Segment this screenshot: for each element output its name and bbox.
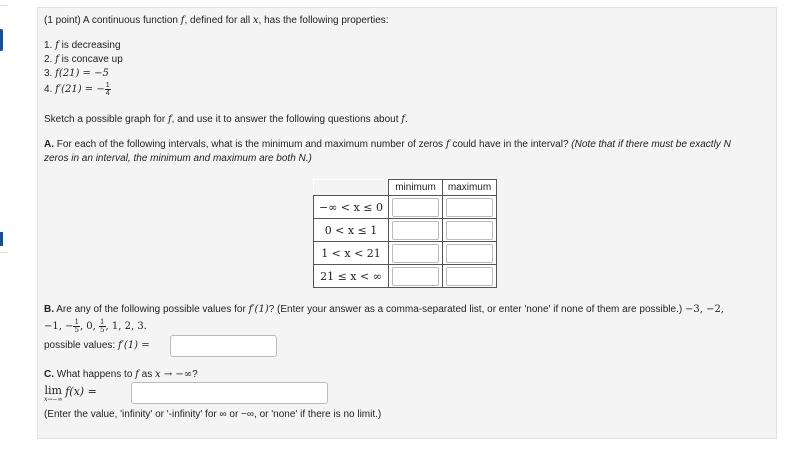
question-text: could have in the interval? bbox=[452, 139, 569, 150]
question-text: What happens to bbox=[56, 369, 133, 380]
minimum-input[interactable] bbox=[392, 198, 439, 217]
zeros-table bbox=[313, 179, 497, 288]
property-text: is concave up bbox=[61, 54, 123, 65]
column-header-maximum: maximum bbox=[443, 180, 497, 196]
interval-label: 21 ≤ x < ∞ bbox=[314, 265, 389, 288]
minimum-input[interactable] bbox=[392, 244, 439, 263]
column-header-minimum: minimum bbox=[389, 180, 443, 196]
divider bbox=[0, 5, 8, 6]
table-row bbox=[314, 265, 497, 288]
question-text: Are any of the following possible values for bbox=[56, 304, 246, 315]
table-row bbox=[314, 219, 497, 242]
table-row bbox=[314, 242, 497, 265]
question-text: ? bbox=[192, 369, 198, 380]
nav-indicator[interactable] bbox=[0, 232, 3, 246]
interval-label: 0 < x ≤ 1 bbox=[314, 219, 389, 242]
fraction-denominator: 4 bbox=[105, 90, 110, 97]
math-values: , 0, bbox=[79, 321, 96, 332]
maximum-input[interactable] bbox=[446, 198, 493, 217]
maximum-input[interactable] bbox=[446, 267, 493, 286]
question-note: zeros in an interval, the minimum and maximum are both N.) bbox=[44, 153, 312, 164]
part-b-answer-row bbox=[44, 340, 150, 351]
instruction-text: , and use it to answer the following questions about bbox=[171, 114, 399, 125]
part-b-values bbox=[44, 319, 147, 334]
math-values: , 1, 2, 3. bbox=[105, 321, 147, 332]
math-f: f bbox=[55, 54, 59, 65]
part-c-question bbox=[44, 369, 198, 380]
fraction-numerator: 1 bbox=[74, 318, 79, 326]
property-4 bbox=[44, 82, 111, 97]
nav-indicator[interactable] bbox=[0, 29, 3, 51]
fraction-denominator: 5 bbox=[74, 326, 79, 334]
math-x: x bbox=[252, 15, 259, 26]
sketch-instruction bbox=[44, 114, 408, 125]
lim-subscript: x→−∞ bbox=[44, 396, 63, 403]
fraction-denominator: 5 bbox=[100, 326, 105, 334]
limit-input[interactable] bbox=[131, 382, 328, 404]
limit-hint: (Enter the value, 'infinity' or '-infinity' for ∞ or −∞, or 'none' if there is no limit.) bbox=[44, 409, 382, 420]
problem-intro bbox=[44, 15, 389, 26]
list-number: 1. bbox=[44, 40, 53, 51]
interval-label: −∞ < x ≤ 0 bbox=[314, 196, 389, 219]
interval-label: 1 < x < 21 bbox=[314, 242, 389, 265]
intro-text: , has the following properties: bbox=[258, 15, 389, 26]
part-label: A. bbox=[44, 139, 54, 150]
property-2 bbox=[44, 54, 123, 65]
table-row bbox=[314, 196, 497, 219]
property-3 bbox=[44, 68, 109, 79]
math-expression: x → −∞ bbox=[155, 369, 193, 380]
math-f: f bbox=[180, 15, 185, 26]
part-a-question bbox=[44, 139, 731, 150]
math-f: f bbox=[167, 114, 172, 125]
math-expression: f′(1) = bbox=[117, 340, 150, 351]
instruction-text: Sketch a possible graph for bbox=[44, 114, 166, 125]
table-header-row bbox=[314, 180, 497, 196]
math-values: −1, − bbox=[44, 321, 74, 332]
left-nav-strip bbox=[0, 0, 10, 451]
maximum-input[interactable] bbox=[446, 221, 493, 240]
math-expression: f(21) = −5 bbox=[55, 68, 109, 79]
part-label: B. bbox=[44, 304, 54, 315]
maximum-input[interactable] bbox=[446, 244, 493, 263]
instruction-text: . bbox=[404, 114, 408, 125]
math-f: f bbox=[445, 139, 450, 150]
property-1 bbox=[44, 40, 121, 51]
math-expression: f(x) = bbox=[65, 385, 97, 398]
question-text: as bbox=[141, 369, 153, 380]
math-f: f bbox=[401, 114, 405, 125]
question-note: (Note that if there must be exactly N bbox=[571, 139, 731, 150]
limit-operator bbox=[44, 385, 62, 403]
math-f: f bbox=[135, 369, 139, 380]
intro-text: A continuous function bbox=[82, 15, 178, 26]
answer-label: possible values: bbox=[44, 340, 116, 351]
list-number: 2. bbox=[44, 54, 53, 65]
divider bbox=[0, 252, 8, 253]
fraction-numerator: 1 bbox=[100, 318, 105, 326]
intro-text: , defined for all bbox=[184, 15, 251, 26]
minimum-input[interactable] bbox=[392, 267, 439, 286]
list-number: 4. bbox=[44, 84, 53, 96]
property-text: is decreasing bbox=[61, 40, 121, 51]
lim-text: lim bbox=[44, 384, 62, 397]
problem-panel bbox=[37, 7, 777, 439]
question-text: ? (Enter your answer as a comma-separated list, or enter 'none' if none of them are possible.) bbox=[268, 304, 683, 315]
math-values: −3, −2, bbox=[684, 304, 724, 315]
math-expression: f′(1) bbox=[248, 304, 269, 315]
limit-expression bbox=[44, 385, 97, 403]
part-b-question bbox=[44, 304, 724, 315]
list-number: 3. bbox=[44, 68, 53, 79]
table-corner bbox=[314, 180, 389, 196]
math-expression: f′(21) = − bbox=[55, 84, 105, 96]
fraction-numerator: 1 bbox=[105, 82, 110, 89]
minimum-input[interactable] bbox=[392, 221, 439, 240]
possible-values-input[interactable] bbox=[170, 335, 277, 357]
part-label: C. bbox=[44, 369, 54, 380]
points-label: (1 point) bbox=[44, 15, 81, 26]
math-f: f bbox=[55, 40, 59, 51]
question-text: For each of the following intervals, what is the minimum and maximum number of zeros bbox=[56, 139, 444, 150]
fraction bbox=[105, 82, 111, 97]
